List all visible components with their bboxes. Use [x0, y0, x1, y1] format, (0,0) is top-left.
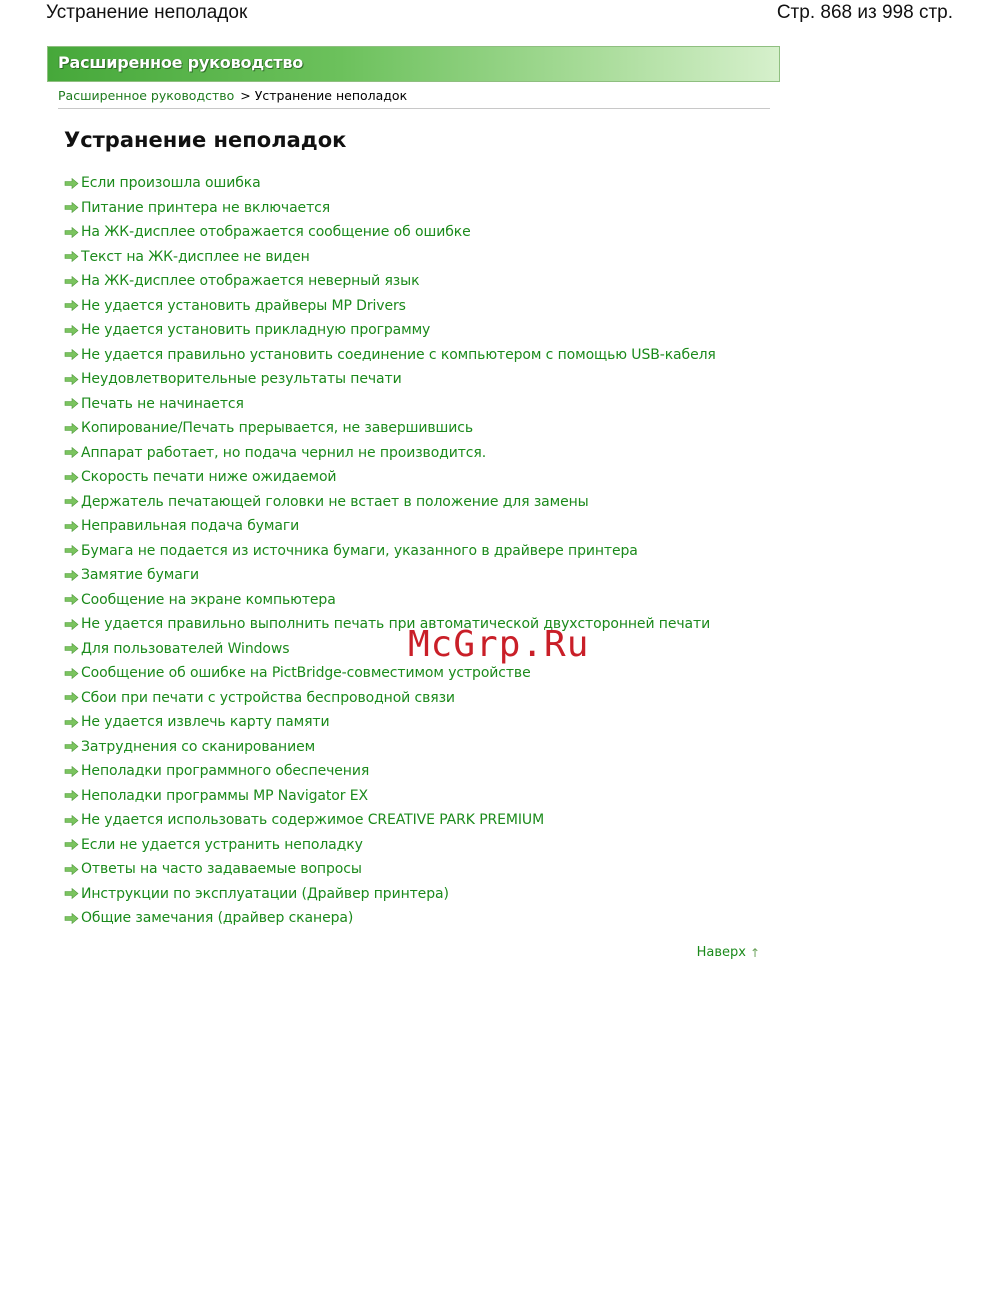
topic-link[interactable]: Сообщение об ошибке на PictBridge-совместимом устройстве: [81, 665, 531, 682]
topic-link[interactable]: Не удается правильно выполнить печать при автоматической двухсторонней печати: [81, 616, 711, 633]
topic-link[interactable]: Скорость печати ниже ожидаемой: [81, 469, 337, 486]
list-item: [64, 539, 716, 564]
divider: [58, 108, 770, 109]
list-item: [64, 808, 716, 833]
list-item: [64, 906, 716, 931]
topic-link[interactable]: Если произошла ошибка: [81, 175, 261, 192]
topic-link[interactable]: Замятие бумаги: [81, 567, 199, 584]
topic-link[interactable]: На ЖК-дисплее отображается неверный язык: [81, 273, 420, 290]
arrow-right-icon: [64, 643, 79, 654]
list-item: [64, 784, 716, 809]
list-item: [64, 563, 716, 588]
arrow-right-icon: [64, 178, 79, 189]
arrow-up-icon: ↑: [749, 945, 760, 960]
arrow-right-icon: [64, 423, 79, 434]
arrow-right-icon: [64, 472, 79, 483]
arrow-right-icon: [64, 766, 79, 777]
topic-link[interactable]: Неудовлетворительные результаты печати: [81, 371, 402, 388]
arrow-right-icon: [64, 349, 79, 360]
arrow-right-icon: [64, 741, 79, 752]
topic-link[interactable]: Не удается установить драйверы MP Drivers: [81, 297, 406, 314]
topic-link[interactable]: Бумага не подается из источника бумаги, указанного в драйвере принтера: [81, 542, 638, 559]
breadcrumb: [58, 88, 407, 103]
arrow-right-icon: [64, 692, 79, 703]
topic-link[interactable]: Не удается установить прикладную программу: [81, 322, 431, 339]
document-title: Устранение неполадок: [46, 2, 248, 23]
breadcrumb-current: Устранение неполадок: [254, 88, 408, 103]
arrow-right-icon: [64, 496, 79, 507]
topic-link[interactable]: Сбои при печати с устройства беспроводной связи: [81, 689, 455, 706]
list-item: [64, 343, 716, 368]
banner-title: Расширенное руководство: [58, 53, 304, 72]
topic-link[interactable]: Неполадки программного обеспечения: [81, 763, 370, 780]
list-item: [64, 588, 716, 613]
arrow-right-icon: [64, 276, 79, 287]
list-item: [64, 294, 716, 319]
arrow-right-icon: [64, 545, 79, 556]
topic-link[interactable]: Печать не начинается: [81, 395, 244, 412]
topic-link[interactable]: Копирование/Печать прерывается, не завершившись: [81, 420, 473, 437]
list-item: [64, 857, 716, 882]
back-to-top-link[interactable]: [697, 945, 760, 960]
arrow-right-icon: [64, 619, 79, 630]
list-item: [64, 441, 716, 466]
list-item: [64, 490, 716, 515]
topic-link[interactable]: Неправильная подача бумаги: [81, 518, 300, 535]
topic-link[interactable]: Питание принтера не включается: [81, 199, 331, 216]
arrow-right-icon: [64, 570, 79, 581]
list-item: [64, 465, 716, 490]
list-item: [64, 833, 716, 858]
list-item: [64, 220, 716, 245]
arrow-right-icon: [64, 398, 79, 409]
list-item: [64, 882, 716, 907]
arrow-right-icon: [64, 668, 79, 679]
topic-link[interactable]: Аппарат работает, но подача чернил не производится.: [81, 444, 487, 461]
topic-link[interactable]: Держатель печатающей головки не встает в положение для замены: [81, 493, 589, 510]
list-item: [64, 759, 716, 784]
list-item: [64, 416, 716, 441]
topic-link-list: [64, 171, 716, 931]
page-title: Устранение неполадок: [64, 128, 347, 152]
list-item: [64, 710, 716, 735]
topic-link[interactable]: Для пользователей Windows: [81, 640, 290, 657]
topic-link[interactable]: Неполадки программы MP Navigator EX: [81, 787, 368, 804]
arrow-right-icon: [64, 790, 79, 801]
topic-link[interactable]: Ответы на часто задаваемые вопросы: [81, 861, 362, 878]
list-item: [64, 196, 716, 221]
list-item: [64, 269, 716, 294]
list-item: [64, 637, 716, 662]
list-item: [64, 735, 716, 760]
section-banner: [47, 46, 780, 82]
list-item: [64, 514, 716, 539]
page-counter: Стр. 868 из 998 стр.: [776, 2, 953, 23]
topic-link[interactable]: Если не удается устранить неполадку: [81, 836, 363, 853]
topic-link[interactable]: Не удается использовать содержимое CREATIVE PARK PREMIUM: [81, 812, 545, 829]
topic-link[interactable]: На ЖК-дисплее отображается сообщение об ошибке: [81, 224, 471, 241]
topic-link[interactable]: Инструкции по эксплуатации (Драйвер принтера): [81, 885, 449, 902]
arrow-right-icon: [64, 374, 79, 385]
arrow-right-icon: [64, 325, 79, 336]
list-item: [64, 171, 716, 196]
list-item: [64, 686, 716, 711]
arrow-right-icon: [64, 447, 79, 458]
breadcrumb-separator: >: [240, 88, 251, 103]
arrow-right-icon: [64, 815, 79, 826]
arrow-right-icon: [64, 864, 79, 875]
arrow-right-icon: [64, 521, 79, 532]
arrow-right-icon: [64, 227, 79, 238]
arrow-right-icon: [64, 839, 79, 850]
arrow-right-icon: [64, 717, 79, 728]
breadcrumb-root-link[interactable]: Расширенное руководство: [58, 88, 235, 103]
topic-link[interactable]: Затруднения со сканированием: [81, 738, 316, 755]
topic-link[interactable]: Не удается извлечь карту памяти: [81, 714, 330, 731]
topic-link[interactable]: Сообщение на экране компьютера: [81, 591, 336, 608]
arrow-right-icon: [64, 913, 79, 924]
topic-link[interactable]: Не удается правильно установить соединение с компьютером с помощью USB-кабеля: [81, 346, 716, 363]
arrow-right-icon: [64, 300, 79, 311]
arrow-right-icon: [64, 594, 79, 605]
arrow-right-icon: [64, 251, 79, 262]
list-item: [64, 245, 716, 270]
watermark: McGrp.Ru: [408, 624, 590, 665]
list-item: [64, 367, 716, 392]
topic-link[interactable]: Текст на ЖК-дисплее не виден: [81, 248, 310, 265]
topic-link[interactable]: Общие замечания (драйвер сканера): [81, 910, 354, 927]
list-item: [64, 392, 716, 417]
arrow-right-icon: [64, 888, 79, 899]
arrow-right-icon: [64, 202, 79, 213]
list-item: [64, 661, 716, 686]
list-item: [64, 612, 716, 637]
list-item: [64, 318, 716, 343]
back-to-top-label: Наверх: [696, 945, 746, 960]
